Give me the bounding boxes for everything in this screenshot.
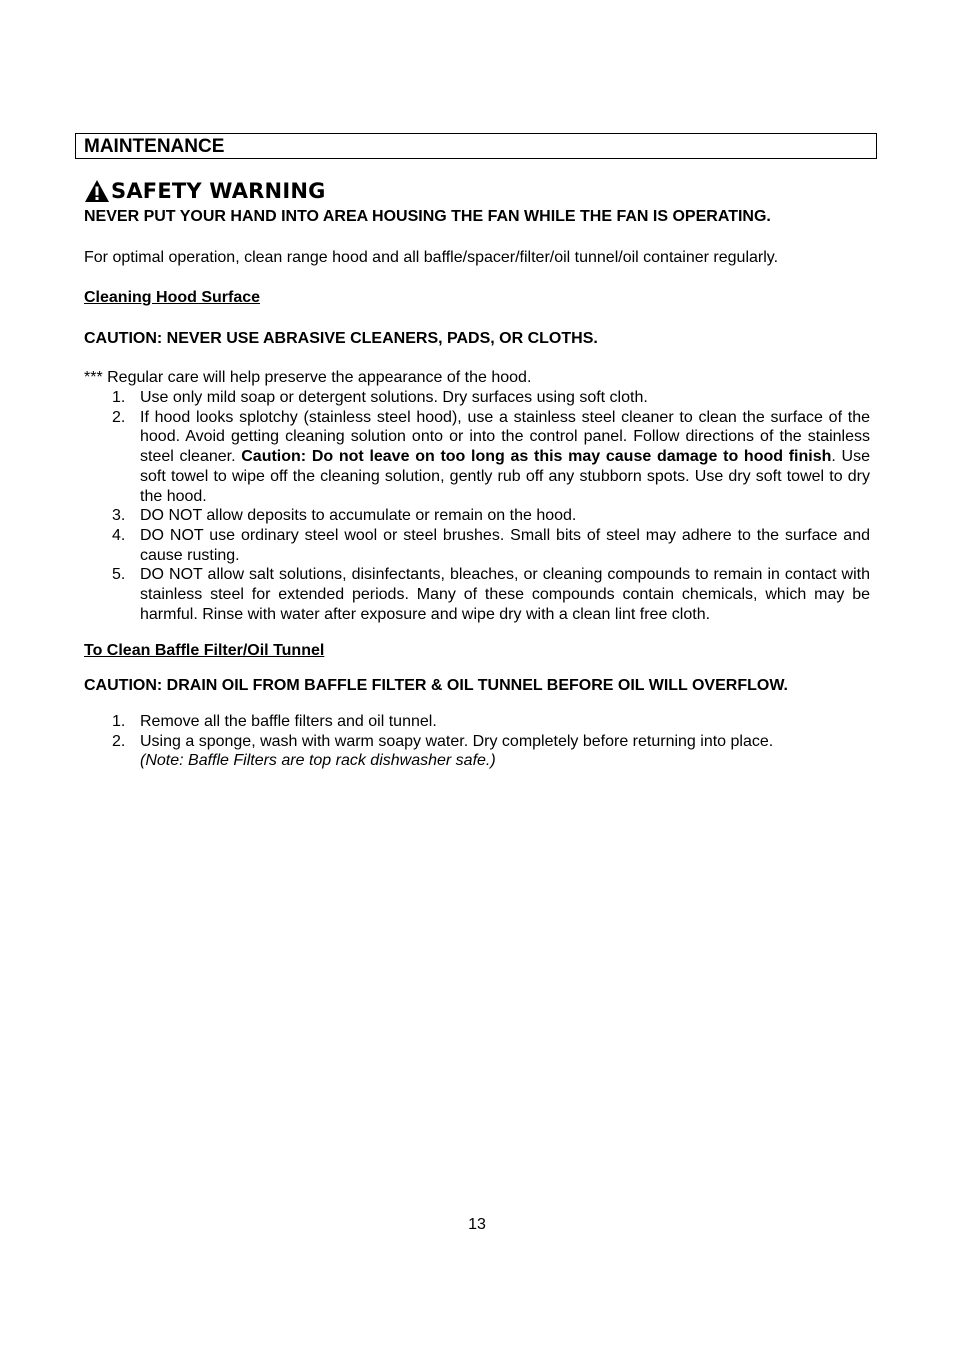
regular-care-note: *** Regular care will help preserve the appearance of the hood.	[84, 369, 532, 386]
list-item	[84, 732, 870, 771]
baffle-filter-heading: To Clean Baffle Filter/Oil Tunnel	[84, 642, 325, 659]
list-item	[84, 408, 870, 507]
list-text: Use only mild soap or detergent solutions. Dry surfaces using soft cloth.	[140, 389, 648, 406]
baffle-filter-list	[84, 712, 870, 771]
list-item	[84, 712, 870, 732]
list-number: 4.	[112, 526, 126, 544]
list-text-continued: . Use soft towel to wipe off the cleaning solution, gently rub off any stubborn spots. Use dry soft towel to dry the hood.	[140, 448, 871, 505]
list-number: 2.	[112, 732, 126, 750]
list-number: 5.	[112, 566, 126, 584]
cleaning-surface-list	[84, 388, 870, 624]
safety-warning-text: NEVER PUT YOUR HAND INTO AREA HOUSING THE FAN WHILE THE FAN IS OPERATING.	[84, 208, 771, 225]
drain-oil-caution: CAUTION: DRAIN OIL FROM BAFFLE FILTER & OIL TUNNEL BEFORE OIL WILL OVERFLOW.	[84, 677, 788, 694]
list-number: 2.	[112, 408, 126, 426]
list-text: DO NOT use ordinary steel wool or steel brushes. Small bits of steel may adhere to the surface and cause rusting.	[140, 526, 870, 564]
list-number: 3.	[112, 507, 126, 525]
list-number: 1.	[112, 713, 126, 730]
list-item	[84, 526, 870, 565]
safety-warning-label: SAFETY WARNING	[111, 179, 326, 203]
page-number: 13	[468, 1216, 486, 1233]
abrasive-caution: CAUTION: NEVER USE ABRASIVE CLEANERS, PADS, OR CLOTHS.	[84, 330, 598, 347]
cleaning-hood-surface-heading: Cleaning Hood Surface	[84, 289, 261, 306]
list-text: DO NOT allow deposits to accumulate or remain on the hood.	[140, 507, 577, 525]
list-text: If hood looks splotchy (stainless steel hood), use a stainless steel cleaner to clean the surface of the hood. Avoid getting cleaning solution onto or into the control panel. Follow directions of the stainless steel cleaner.	[140, 408, 870, 466]
list-text: Remove all the baffle filters and oil tunnel.	[140, 713, 437, 730]
list-item	[84, 388, 870, 408]
dishwasher-note: (Note: Baffle Filters are top rack dishwasher safe.)	[140, 752, 496, 770]
list-text: DO NOT allow salt solutions, disinfectants, bleaches, or cleaning compounds to remain in contact with stainless steel for extended periods. Many of these compounds contain chemicals, which may be harmful. Rinse with water after exposure and wipe dry with a clean lint free cloth.	[140, 566, 870, 623]
safety-warning-title	[84, 176, 870, 206]
list-item	[84, 565, 870, 624]
warning-triangle-icon	[84, 179, 110, 203]
list-number: 1.	[112, 389, 126, 406]
list-item	[84, 506, 870, 526]
intro-paragraph: For optimal operation, clean range hood and all baffle/spacer/filter/oil tunnel/oil container regularly.	[84, 249, 779, 266]
list-text: Using a sponge, wash with warm soapy water. Dry completely before returning into place.	[140, 732, 774, 750]
section-title: MAINTENANCE	[75, 133, 877, 159]
finish-caution-text: Caution: Do not leave on too long as this may cause damage to hood finish	[241, 448, 832, 466]
